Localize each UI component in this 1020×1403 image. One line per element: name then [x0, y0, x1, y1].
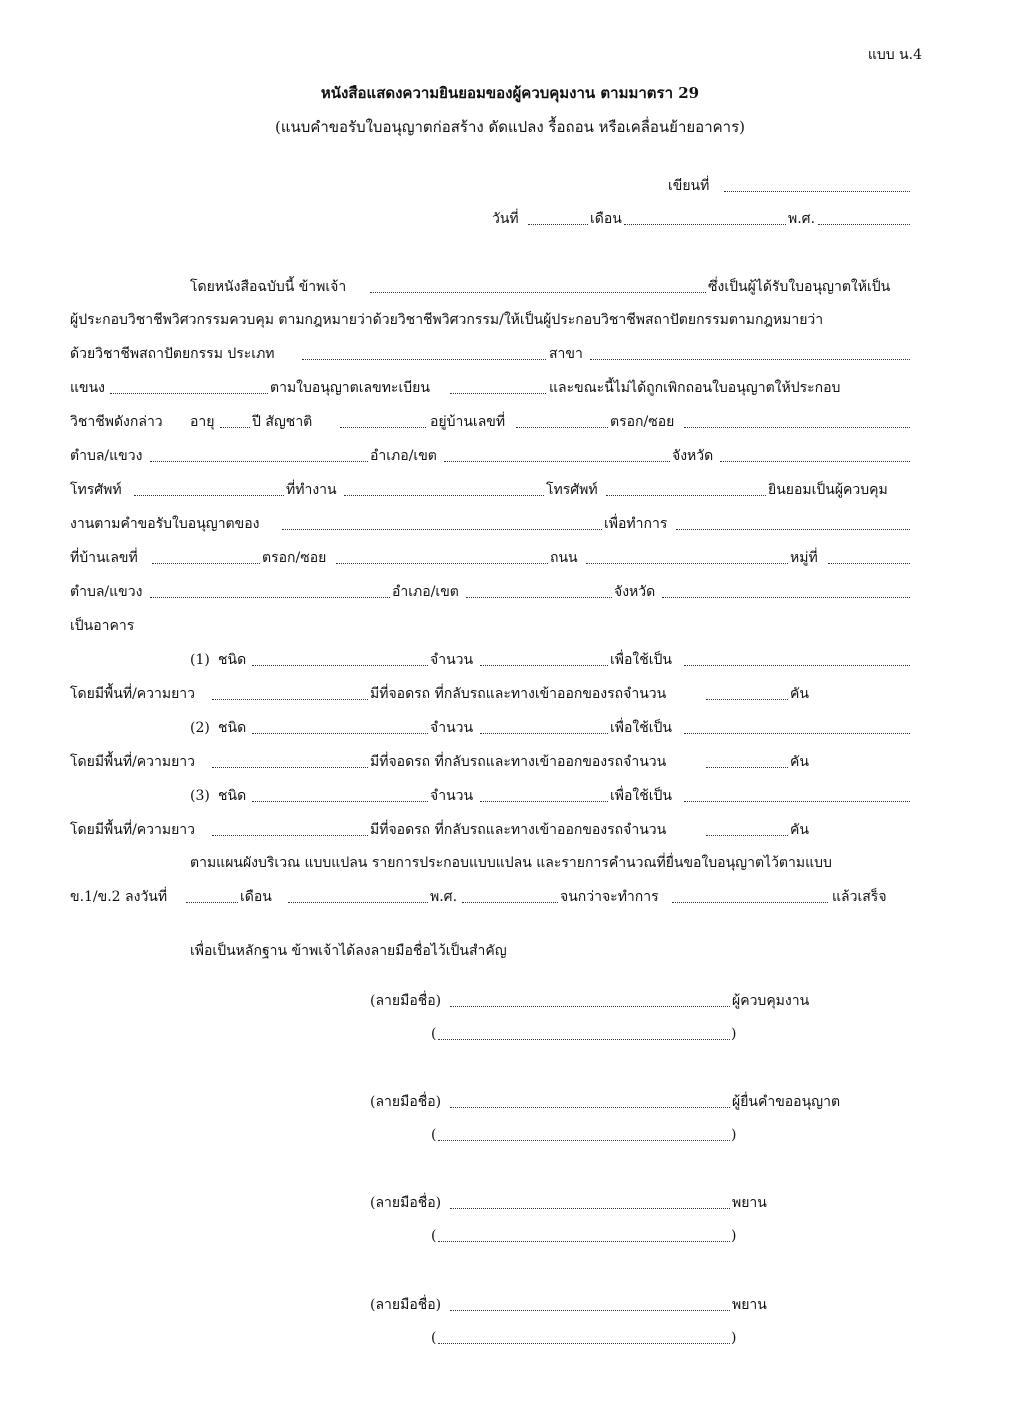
form-code: แบบ น.4 [867, 47, 922, 63]
evidence-text: เพื่อเป็นหลักฐาน ข้าพเจ้าได้ลงลายมือชื่อไว้เป็นสำคัญ [190, 943, 507, 959]
evidence-line [0, 937, 1020, 961]
building-1-area-field[interactable] [212, 699, 368, 700]
at-house-no-label: ที่บ้านเลขที่ [70, 550, 138, 566]
not-revoked-text: และขณะนี้ไม่ได้ถูกเพิกถอนใบอนุญาตให้ประกอบ [549, 380, 841, 396]
building-2-type-label: ชนิด [218, 720, 247, 736]
phone-field[interactable] [134, 495, 284, 496]
building-3-type-line [0, 782, 1020, 806]
province-label: จังหวัด [672, 448, 714, 464]
plans-year-label: พ.ศ. [430, 889, 458, 905]
written-at-line [0, 172, 1020, 196]
building-1-area-line [0, 680, 1020, 704]
work-per-application-text: งานตามคำขอรับใบอนุญาตของ [70, 516, 260, 532]
signature-1-line [0, 987, 1020, 1011]
signature-4-field[interactable] [450, 1310, 730, 1311]
signature-4-label: (ลายมือชื่อ) [370, 1297, 442, 1313]
signature-3-role: พยาน [732, 1195, 767, 1211]
signature-3-label: (ลายมือชื่อ) [370, 1195, 442, 1211]
age-field[interactable] [220, 427, 250, 428]
purpose-field[interactable] [676, 529, 910, 530]
plans-day-field[interactable] [186, 902, 238, 903]
engineer-name-field[interactable] [370, 292, 706, 293]
plans-month-label: เดือน [240, 889, 272, 905]
building-1-parking-field[interactable] [706, 699, 788, 700]
site-alley-field[interactable] [336, 563, 548, 564]
signature-2-role: ผู้ยื่นคำขออนุญาต [732, 1094, 841, 1110]
site-district-field[interactable] [466, 597, 612, 598]
building-2-area-label: โดยมีพื้นที่/ความยาว [70, 754, 196, 770]
signature-1-close-paren: ) [731, 1026, 737, 1042]
date-label: วันที่ [492, 211, 519, 227]
building-3-area-field[interactable] [212, 835, 368, 836]
signature-2-name-line [0, 1121, 1020, 1145]
district-label: อำเภอ/เขต [370, 448, 437, 464]
district-field[interactable] [444, 461, 670, 462]
alley-field[interactable] [684, 427, 910, 428]
signature-4-close-paren: ) [731, 1330, 737, 1346]
house-no-field[interactable] [516, 427, 608, 428]
signature-3-close-paren: ) [731, 1228, 737, 1244]
sector-label: แขนง [70, 380, 105, 396]
body-line-8 [0, 510, 1020, 534]
signature-1-field[interactable] [450, 1006, 730, 1007]
site-district-label: อำเภอ/เขต [392, 584, 459, 600]
signature-4-name-line [0, 1324, 1020, 1348]
signature-4-open-paren: ( [431, 1330, 437, 1346]
plans-until-label: จนกว่าจะทำการ [560, 889, 659, 905]
building-1-count-field[interactable] [480, 665, 608, 666]
sector-field[interactable] [110, 393, 268, 394]
workplace-phone-field[interactable] [606, 495, 766, 496]
building-1-unit-label: คัน [790, 686, 809, 702]
building-1-type-line [0, 646, 1020, 670]
building-2-unit-label: คัน [790, 754, 809, 770]
document-subtitle: (แนบคำขอรับใบอนุญาตก่อสร้าง ดัดแปลง รื้อถอน หรือเคลื่อนย้ายอาคาร) [275, 118, 745, 136]
building-3-area-line [0, 816, 1020, 840]
licensed-text: ซึ่งเป็นผู้ได้รับใบอนุญาตให้เป็น [708, 279, 891, 295]
profession-text: ผู้ประกอบวิชาชีพวิศวกรรมควบคุม ตามกฎหมายว่าด้วยวิชาชีพวิศวกรรม/ให้เป็นผู้ประกอบวิชาชีพสถาปัตยกรรมตามกฎหมายว่า [70, 312, 824, 328]
site-province-field[interactable] [662, 597, 910, 598]
signature-1-name-field[interactable] [438, 1039, 730, 1040]
village-no-label: หมู่ที่ [790, 550, 818, 566]
plans-month-field[interactable] [288, 902, 428, 903]
site-house-no-field[interactable] [152, 563, 260, 564]
site-province-label: จังหวัด [614, 584, 656, 600]
for-doing-label: เพื่อทำการ [604, 516, 668, 532]
plans-line-2 [0, 883, 1020, 907]
building-2-area-line [0, 748, 1020, 772]
body-line-10 [0, 578, 1020, 602]
road-label: ถนน [550, 550, 578, 566]
signature-3-field[interactable] [450, 1208, 730, 1209]
plans-until-field[interactable] [672, 902, 828, 903]
document-title: หนังสือแสดงความยินยอมของผู้ควบคุมงาน ตามมาตรา 29 [320, 84, 700, 102]
building-3-count-label: จำนวน [430, 788, 474, 804]
building-3-parking-label: มีที่จอดรถ ที่กลับรถและทางเข้าออกของรถจำนวน [370, 822, 667, 838]
signature-1-name-line [0, 1020, 1020, 1044]
building-2-count-field[interactable] [480, 733, 608, 734]
workplace-field[interactable] [344, 495, 544, 496]
years-nationality-label: ปี สัญชาติ [252, 414, 313, 430]
signature-2-line [0, 1088, 1020, 1112]
building-2-parking-label: มีที่จอดรถ ที่กลับรถและทางเข้าออกของรถจำนวน [370, 754, 667, 770]
nationality-field[interactable] [340, 427, 426, 428]
building-1-use-field[interactable] [684, 665, 910, 666]
body-line-4 [0, 374, 1020, 398]
applicant-name-field[interactable] [282, 529, 602, 530]
building-3-use-label: เพื่อใช้เป็น [610, 788, 673, 804]
plans-line-1 [0, 849, 1020, 873]
building-3-type-field[interactable] [252, 801, 428, 802]
house-no-label: อยู่บ้านเลขที่ [430, 414, 506, 430]
building-3-count-field[interactable] [480, 801, 608, 802]
subdistrict-field[interactable] [150, 461, 368, 462]
date-line [0, 205, 1020, 229]
body-line-2 [0, 306, 1020, 330]
building-2-area-field[interactable] [212, 767, 368, 768]
building-3-area-label: โดยมีพื้นที่/ความยาว [70, 822, 196, 838]
license-type-field[interactable] [302, 359, 546, 360]
body-line-5 [0, 408, 1020, 432]
plans-completed-label: แล้วเสร็จ [832, 889, 887, 905]
body-line-9 [0, 544, 1020, 568]
site-alley-label: ตรอก/ซอย [262, 550, 327, 566]
building-1-index: (1) [190, 652, 210, 668]
province-field[interactable] [720, 461, 910, 462]
body-line-7 [0, 476, 1020, 500]
building-1-type-label: ชนิด [218, 652, 247, 668]
signature-3-line [0, 1189, 1020, 1213]
signature-2-close-paren: ) [731, 1127, 737, 1143]
signature-1-role: ผู้ควบคุมงาน [732, 993, 810, 1009]
year-label: พ.ศ. [788, 211, 816, 227]
workplace-label: ที่ทำงาน [286, 482, 337, 498]
building-2-type-field[interactable] [252, 733, 428, 734]
written-at-label: เขียนที่ [668, 178, 710, 194]
site-subdistrict-field[interactable] [150, 597, 390, 598]
written-at-field[interactable] [724, 191, 910, 192]
consent-text: ยินยอมเป็นผู้ควบคุม [768, 482, 888, 498]
village-no-field[interactable] [828, 563, 910, 564]
body-line-3 [0, 340, 1020, 364]
branch-field[interactable] [590, 359, 910, 360]
profession-said-text: วิชาชีพดังกล่าว [70, 414, 163, 430]
signature-2-field[interactable] [450, 1107, 730, 1108]
building-1-use-label: เพื่อใช้เป็น [610, 652, 673, 668]
signature-3-name-line [0, 1222, 1020, 1246]
building-1-parking-label: มีที่จอดรถ ที่กลับรถและทางเข้าออกของรถจำนวน [370, 686, 667, 702]
road-field[interactable] [586, 563, 788, 564]
subdistrict-label: ตำบล/แขวง [70, 448, 143, 464]
is-building-text: เป็นอาคาร [70, 618, 135, 634]
building-1-type-field[interactable] [252, 665, 428, 666]
signature-2-name-field[interactable] [438, 1140, 730, 1141]
phone-label: โทรศัพท์ [70, 482, 122, 498]
signature-2-label: (ลายมือชื่อ) [370, 1094, 442, 1110]
signature-4-name-field[interactable] [438, 1343, 730, 1344]
building-3-parking-field[interactable] [706, 835, 788, 836]
registration-no-label: ตามใบอนุญาตเลขทะเบียน [270, 380, 430, 396]
signature-3-name-field[interactable] [438, 1241, 730, 1242]
age-label: อายุ [190, 414, 215, 430]
building-1-area-label: โดยมีพื้นที่/ความยาว [70, 686, 196, 702]
registration-no-field[interactable] [450, 393, 546, 394]
workplace-phone-label: โทรศัพท์ [546, 482, 598, 498]
building-2-index: (2) [190, 720, 210, 736]
date-month-field[interactable] [624, 224, 786, 225]
building-1-count-label: จำนวน [430, 652, 474, 668]
signature-2-open-paren: ( [431, 1127, 437, 1143]
building-2-parking-field[interactable] [706, 767, 788, 768]
date-year-field[interactable] [818, 224, 910, 225]
signature-4-role: พยาน [732, 1297, 767, 1313]
building-3-index: (3) [190, 788, 210, 804]
plans-text: ตามแผนผังบริเวณ แบบแปลน รายการประกอบแบบแปลน และรายการคำนวณที่ยื่นขอใบอนุญาตไว้ตามแบบ [190, 855, 832, 871]
plans-form-date-label: ข.1/ข.2 ลงวันที่ [70, 889, 168, 905]
signature-3-open-paren: ( [431, 1228, 437, 1244]
plans-year-field[interactable] [462, 902, 558, 903]
body-line-1 [0, 273, 1020, 297]
building-2-type-line [0, 714, 1020, 738]
signature-1-open-paren: ( [431, 1026, 437, 1042]
date-day-field[interactable] [528, 224, 588, 225]
building-3-type-label: ชนิด [218, 788, 247, 804]
body-line-6 [0, 442, 1020, 466]
building-3-use-field[interactable] [684, 801, 910, 802]
alley-label: ตรอก/ซอย [610, 414, 675, 430]
signature-1-label: (ลายมือชื่อ) [370, 993, 442, 1009]
building-3-unit-label: คัน [790, 822, 809, 838]
site-subdistrict-label: ตำบล/แขวง [70, 584, 143, 600]
body-line-11 [0, 612, 1020, 636]
building-2-count-label: จำนวน [430, 720, 474, 736]
branch-label: สาขา [549, 346, 583, 362]
by-letter-text: โดยหนังสือฉบับนี้ ข้าพเจ้า [190, 279, 347, 295]
building-2-use-field[interactable] [684, 733, 910, 734]
building-2-use-label: เพื่อใช้เป็น [610, 720, 673, 736]
signature-4-line [0, 1291, 1020, 1315]
month-label: เดือน [590, 211, 622, 227]
architecture-type-label: ด้วยวิชาชีพสถาปัตยกรรม ประเภท [70, 346, 275, 362]
